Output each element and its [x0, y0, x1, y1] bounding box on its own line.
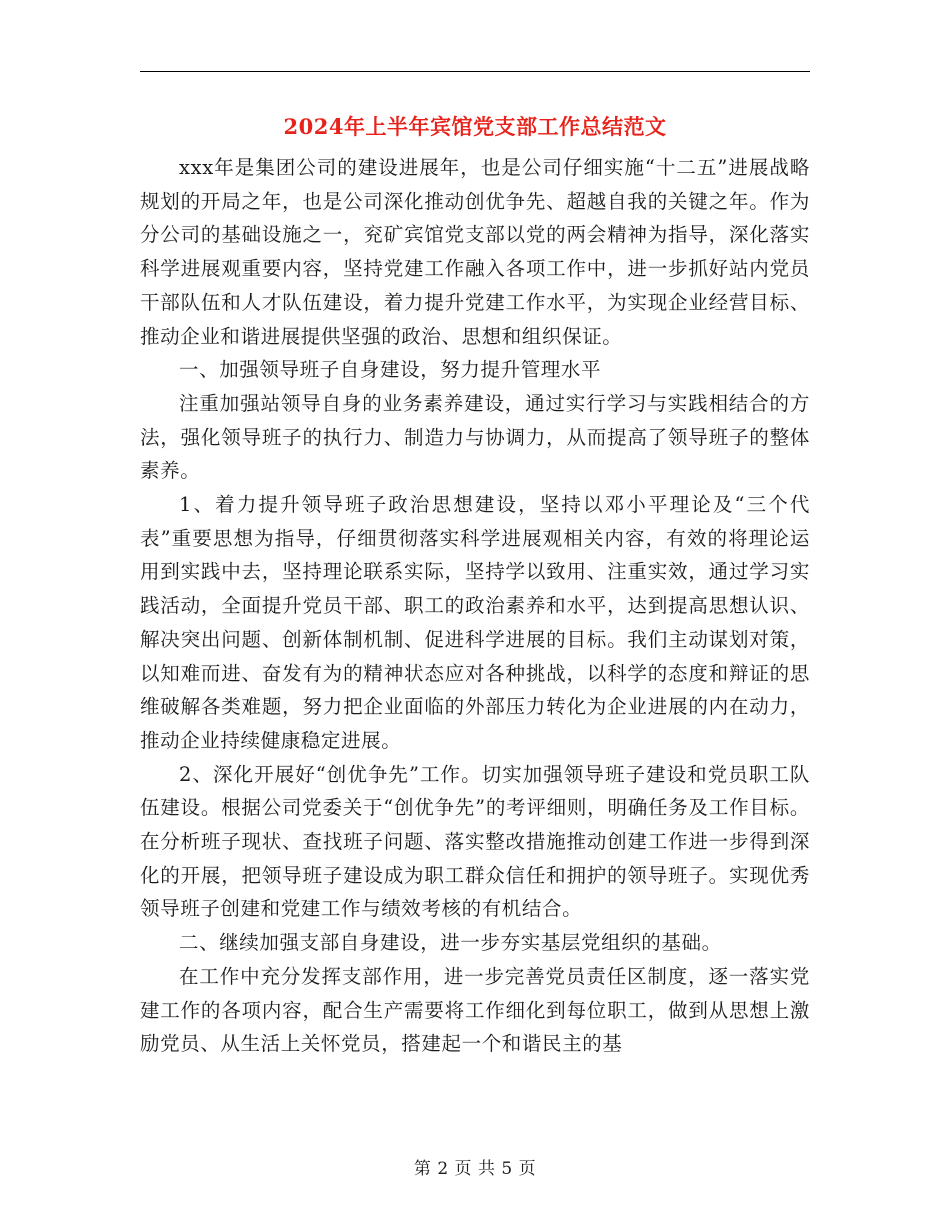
- paragraph-item-2: 2、深化开展好“创优争先”工作。切实加强领导班子建设和党员职工队伍建设。根据公司党委关于“创优争先”的考评细则，明确任务及工作目标。在分析班子现状、查找班子问题、落实整改措施推动创建工作进一步得到深化的开展，把领导班子建设成为职工群众信任和拥护的领导班子。实现优秀领导班子创建和党建工作与绩效考核的有机结合。: [140, 762, 810, 921]
- paragraph-section-1: 注重加强站领导自身的业务素养建设，通过实行学习与实践相结合的方法，强化领导班子的执行力、制造力与协调力，从而提高了领导班子的整体素养。: [140, 391, 810, 483]
- document-title: 2024年上半年宾馆党支部工作总结范文: [283, 114, 667, 139]
- section-heading-1: 一、加强领导班子自身建设，努力提升管理水平: [179, 358, 602, 382]
- section-heading-2: 二、继续加强支部自身建设，进一步夯实基层党组织的基础。: [179, 931, 722, 955]
- paragraph-intro: xxx年是集团公司的建设进展年，也是公司仔细实施“十二五”进展战略规划的开局之年，也是公司深化推动创优争先、超越自我的关键之年。作为分公司的基础设施之一，兖矿宾馆党支部以党的两会精神为指导，深化落实科学进展观重要内容，坚持党建工作融入各项工作中，进一步抓好站内党员干部队伍和人才队伍建设，着力提升党建工作水平，为实现企业经营目标、推动企业和谐进展提供坚强的政治、思想和组织保证。: [140, 156, 810, 348]
- page-number: 第 2 页 共 5 页: [413, 1159, 537, 1179]
- document-body: [140, 151, 810, 1061]
- paragraph-item-1: 1、着力提升领导班子政治思想建设，坚持以邓小平理论及“三个代表”重要思想为指导，仔细贯彻落实科学进展观相关内容，有效的将理论运用到实践中去，坚持理论联系实际，坚持学以致用、注重实效，通过学习实践活动，全面提升党员干部、职工的政治素养和水平，达到提高思想认识、解决突出问题、创新体制机制、促进科学进展的目标。我们主动谋划对策，以知难而进、奋发有为的精神状态应对各种挑战，以科学的态度和辩证的思维破解各类难题，努力把企业面临的外部压力转化为企业进展的内在动力，推动企业持续健康稳定进展。: [140, 493, 810, 752]
- paragraph-section-2: 在工作中充分发挥支部作用，进一步完善党员责任区制度，逐一落实党建工作的各项内容，配合生产需要将工作细化到每位职工，做到从思想上激励党员、从生活上关怀党员，搭建起一个和谐民主的基: [140, 964, 810, 1056]
- header-rule: [140, 71, 810, 72]
